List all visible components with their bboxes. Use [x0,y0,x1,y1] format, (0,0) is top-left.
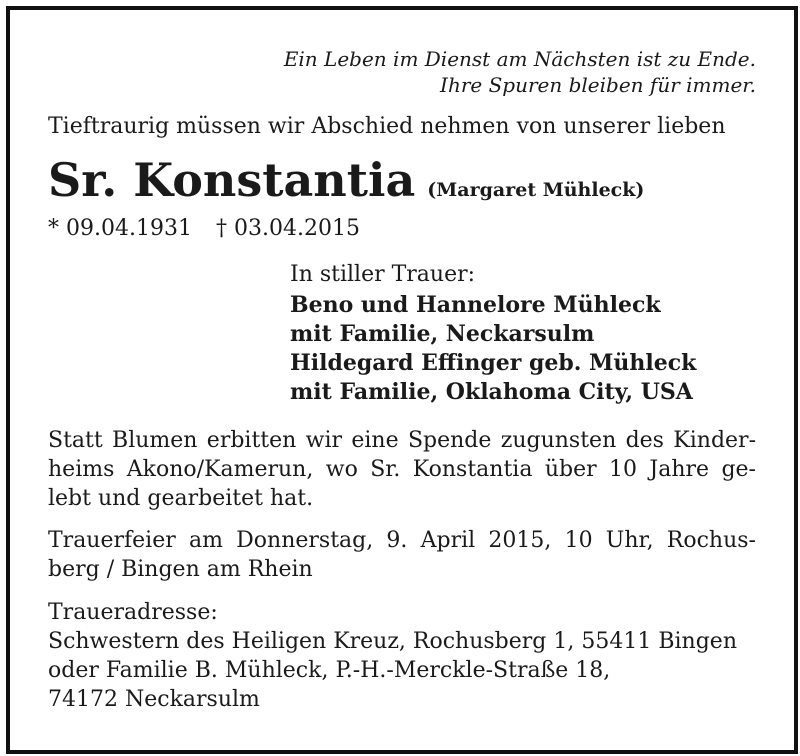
intro-text: Tieftraurig müssen wir Abschied nehmen von unserer lieben [48,114,726,139]
birth-date: * 09.04.1931 [48,216,192,241]
address-line: Schwestern des Heiligen Kreuz, Rochusberg 1, 55411 Bingen [48,629,737,654]
death-date: † 03.04.2015 [216,216,360,241]
mourner-line: Beno und Hannelore Mühleck [290,292,661,318]
mourner-line: mit Familie, Neckarsulm [290,321,595,347]
donation-line: Statt Blumen erbitten wir eine Spende zugunsten des Kinder- [48,428,756,453]
deceased-name: Sr. Konstantia [48,153,416,207]
address-line: oder Familie B. Mühleck, P.-H.-Merckle-Straße 18, [48,658,611,683]
address-heading: Traueradresse: [48,600,218,625]
quote-line-1: Ein Leben im Dienst am Nächsten ist zu Ende. [283,47,756,71]
quote-line-2: Ihre Spuren bleiben für immer. [440,73,756,97]
donation-line: lebt und gearbeitet hat. [48,486,314,511]
mourner-line: mit Familie, Oklahoma City, USA [290,379,693,405]
birth-name: (Margaret Mühleck) [427,179,645,201]
mourners-heading: In stiller Trauer: [290,262,476,287]
deceased-heading [48,154,644,206]
funeral-line: berg / Bingen am Rhein [48,557,313,582]
donation-line: heims Akono/Kamerun, wo Sr. Konstantia über 10 Jahre ge- [48,457,756,482]
obituary-notice [6,6,798,754]
funeral-line: Trauerfeier am Donnerstag, 9. April 2015, 10 Uhr, Rochus- [48,528,756,553]
address-line: 74172 Neckarsulm [48,687,260,712]
mourner-line: Hildegard Effinger geb. Mühleck [290,350,697,376]
